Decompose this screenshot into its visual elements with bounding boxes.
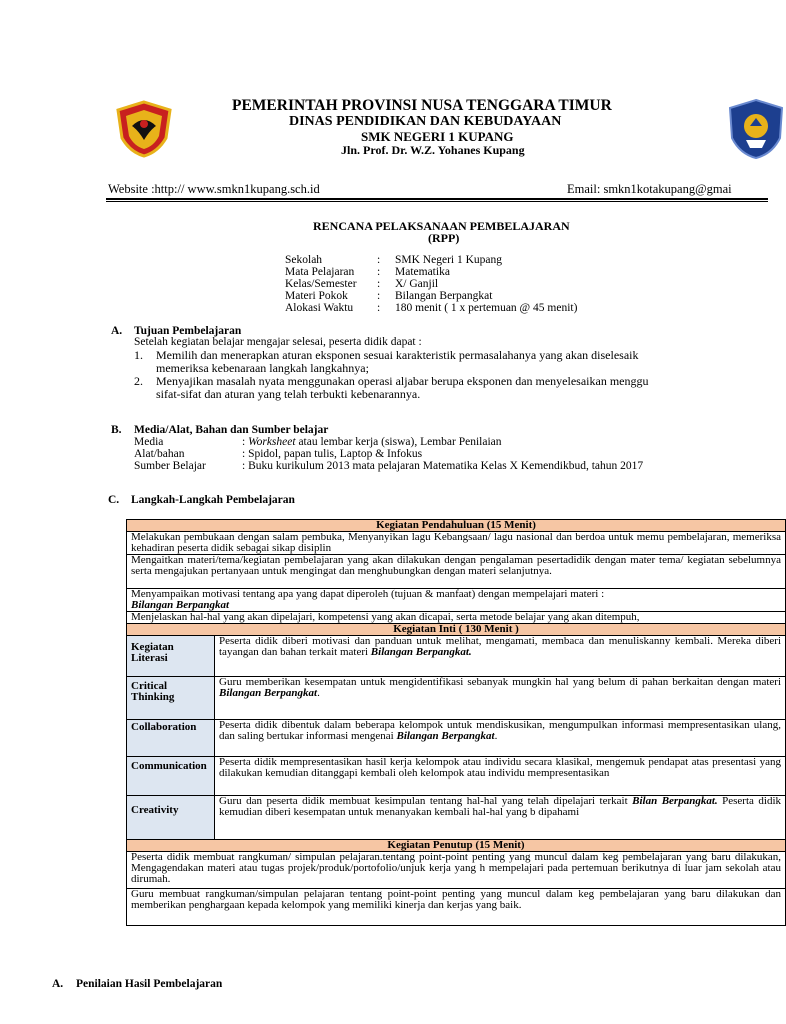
document-subtitle: (RPP) bbox=[428, 231, 460, 245]
header-line-1: PEMERINTAH PROVINSI NUSA TENGGARA TIMUR bbox=[232, 97, 612, 114]
pendahuluan-row-motivation bbox=[127, 589, 786, 612]
header-line-3: SMK NEGERI 1 KUPANG bbox=[361, 129, 514, 144]
identity-sep: : bbox=[377, 254, 381, 266]
pendahuluan-row: Melakukan pembukaan dengan salam pembuka, Menyanyikan lagu Kebangsaan/ lagu nasional dan berdoa untuk memu pembelajaran, memeriksa kehadiran peserta didik sebagai sikap disiplin bbox=[127, 532, 786, 555]
penutup-row: Guru membuat rangkuman/simpulan pelajaran tentang point-point penting yang muncul dalam keg pembelajaran yang baru dilakukan dan memberikan penghargaan kepada kelompok yang memiliki kinerja dan kerjas yang baik. bbox=[127, 889, 786, 926]
media-value-rest: atau lembar kerja (siswa), Lembar Penilaian bbox=[295, 436, 502, 448]
tools-value: : Spidol, papan tulis, Laptop & Infokus bbox=[242, 448, 423, 460]
activity-text-after: Peserta didik kemudian diberi kesempatan untuk menanyakan kembali hal-hal yang b dipahami bbox=[219, 795, 782, 818]
activity-description bbox=[215, 677, 786, 720]
header-rule-thin bbox=[106, 201, 768, 202]
section-assessment-letter: A. bbox=[52, 978, 64, 990]
activity-label: Communication bbox=[127, 757, 215, 796]
objective-num: 2. bbox=[134, 374, 143, 388]
document-title: RENCANA PELAKSANAAN PEMBELAJARAN bbox=[313, 219, 570, 233]
activity-text: Peserta didik dibentuk dalam beberapa kelompok untuk mendiskusikan, mengumpulkan informasi mempresentasikan ulang, dan saling bertukar informasi mengenai bbox=[219, 719, 781, 742]
identity-label: Materi Pokok bbox=[285, 290, 348, 302]
objective-line: Memilih dan menerapkan aturan eksponen sesuai karakteristik permasalahanya yang akan diselesaik bbox=[156, 348, 639, 362]
motivation-topic: Bilangan Berpangkat bbox=[131, 599, 230, 611]
identity-sep: : bbox=[377, 302, 381, 314]
identity-label: Kelas/Semester bbox=[285, 278, 357, 290]
header-rule bbox=[106, 198, 768, 200]
source-value: : Buku kurikulum 2013 mata pelajaran Matematika Kelas X Kemendikbud, tahun 2017 bbox=[242, 460, 644, 472]
penutup-header: Kegiatan Penutup (15 Menit) bbox=[127, 840, 786, 852]
tools-label: Alat/bahan bbox=[134, 448, 185, 460]
identity-sep: : bbox=[377, 278, 381, 290]
activity-text: Guru memberikan kesempatan untuk mengidentifikasi sebanyak mungkin hal yang belum di pahan berkaitan dengan materi bbox=[219, 676, 781, 688]
media-colon: : bbox=[242, 436, 249, 448]
inti-header: Kegiatan Inti ( 130 Menit ) bbox=[127, 624, 786, 636]
activity-description bbox=[215, 636, 786, 677]
header-line-2: DINAS PENDIDIKAN DAN KEBUDAYAAN bbox=[289, 114, 562, 129]
objective-line: memeriksa kebenaraan langkah langkahnya; bbox=[156, 361, 369, 375]
section-b-title: Media/Alat, Bahan dan Sumber belajar bbox=[134, 424, 329, 436]
activity-label: Kegiatan Literasi bbox=[127, 636, 215, 677]
activity-topic: Bilangan Berpangkat bbox=[219, 687, 318, 699]
activity-text-after: . bbox=[494, 730, 498, 742]
activity-text-after: . bbox=[317, 687, 320, 699]
section-b-letter: B. bbox=[111, 424, 122, 436]
activity-topic: Bilangan Berpangkat bbox=[396, 730, 495, 742]
identity-value: 180 menit ( 1 x pertemuan @ 45 menit) bbox=[395, 302, 578, 314]
section-c-letter: C. bbox=[108, 494, 120, 506]
media-value-italic: Worksheet bbox=[248, 436, 296, 448]
provincial-emblem-logo bbox=[114, 100, 174, 158]
activity-description bbox=[215, 720, 786, 757]
objective-line: Menyajikan masalah nyata menggunakan operasi aljabar berupa eksponen dan menyelesaikan menggu bbox=[156, 374, 649, 388]
source-label: Sumber Belajar bbox=[134, 460, 206, 472]
identity-value: Bilangan Berpangkat bbox=[395, 290, 493, 302]
objective-num: 1. bbox=[134, 348, 143, 362]
activity-text: Peserta didik diberi motivasi dan panduan untuk melihat, mengamati, membaca dan menuliskanny kembali. Mereka diberi tayangan dan bahan terkait materi bbox=[219, 635, 781, 658]
activity-description bbox=[215, 796, 786, 840]
media-value bbox=[242, 436, 502, 448]
website-text: Website :http:// www.smkn1kupang.sch.id bbox=[108, 182, 320, 196]
identity-label: Mata Pelajaran bbox=[285, 266, 355, 278]
identity-label: Alokasi Waktu bbox=[285, 302, 354, 314]
section-a-title: Tujuan Pembelajaran bbox=[134, 325, 242, 337]
identity-label: Sekolah bbox=[285, 254, 323, 266]
activity-description: Peserta didik mempresentasikan hasil kerja kelompok atau individu secara klasikal, mengemuk pendapat atas presentasi yang dilakukan kemudian ditanggapi kembali oleh kelompok atau individu mempresentasikan bbox=[215, 757, 786, 796]
identity-value: X/ Ganjil bbox=[395, 278, 439, 290]
section-assessment-title: Penilaian Hasil Pembelajaran bbox=[76, 978, 223, 990]
penutup-row: Peserta didik membuat rangkuman/ simpulan pelajaran.tentang point-point penting yang muncul dalam keg pembelajaran yang baru dilakukan, Mengagendakan materi atau tugas projek/produk/portofolio/unjuk kerja yang h mempelajari pada pertemuan berikutnya di luar jam sekolah atau dirumah. bbox=[127, 852, 786, 889]
activity-label: Critical Thinking bbox=[127, 677, 215, 720]
header-address: Jln. Prof. Dr. W.Z. Yohanes Kupang bbox=[341, 143, 525, 157]
identity-sep: : bbox=[377, 290, 381, 302]
education-office-logo bbox=[726, 98, 786, 160]
activity-text: Guru dan peserta didik membuat kesimpulan tentang hal-hal yang telah dipelajari terkait bbox=[219, 795, 633, 807]
identity-value: Matematika bbox=[395, 266, 450, 278]
activity-label: Collaboration bbox=[127, 720, 215, 757]
section-c-title: Langkah-Langkah Pembelajaran bbox=[131, 494, 295, 506]
section-a-letter: A. bbox=[111, 325, 123, 337]
activity-label: Creativity bbox=[127, 796, 215, 840]
section-a-intro: Setelah kegiatan belajar mengajar selesai, peserta didik dapat : bbox=[134, 336, 422, 348]
pendahuluan-row: Menjelaskan hal-hal yang akan dipelajari, kompetensi yang akan dicapai, serta metode belajar yang akan ditempuh, bbox=[127, 612, 786, 624]
pendahuluan-row: Mengaitkan materi/tema/kegiatan pembelajaran yang akan dilakukan dengan pengalaman pesertadidik dengan mater tema/ kegiatan sebelumnya serta mengajukan pertanyaan untuk mengingat dan menghubungkan dengan materi selanjutnya. bbox=[127, 555, 786, 589]
motivation-text: Menyampaikan motivasi tentang apa yang dapat diperoleh (tujuan & manfaat) dengan mempelajari materi : bbox=[131, 588, 605, 600]
pendahuluan-header: Kegiatan Pendahuluan (15 Menit) bbox=[127, 520, 786, 532]
email-text: Email: smkn1kotakupang@gmai bbox=[567, 182, 732, 196]
learning-steps-table bbox=[126, 519, 786, 926]
activity-topic: Bilan Berpangkat. bbox=[632, 795, 718, 807]
objective-line: sifat-sifat dan aturan yang telah terbukti kebenarannya. bbox=[156, 387, 421, 401]
identity-value: SMK Negeri 1 Kupang bbox=[395, 254, 502, 266]
activity-topic: Bilangan Berpangkat. bbox=[370, 646, 472, 658]
media-label: Media bbox=[134, 436, 164, 448]
identity-sep: : bbox=[377, 266, 381, 278]
